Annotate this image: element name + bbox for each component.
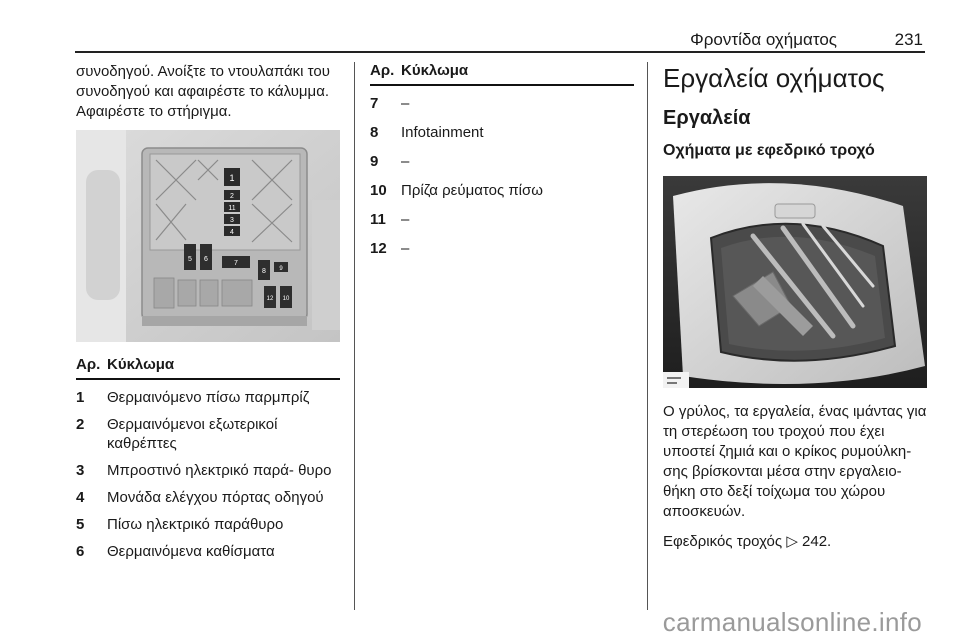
fusebox-label: 3 <box>230 217 234 224</box>
intro-paragraph: συνοδηγού. Ανοίξτε το ντουλαπάκι του συνοδηγού και αφαιρέστε το κάλυμμα. Αφαιρέστε το στήριγμα. <box>76 63 330 120</box>
fuse-number: 12 <box>370 240 387 257</box>
fusebox-label: 11 <box>228 205 236 212</box>
header-circuit: Κύκλωμα <box>107 356 175 373</box>
fuse-circuit: Θερμαινόμενοι εξωτερικοί καθρέπτες <box>107 416 278 452</box>
subsection-heading: Οχήματα με εφεδρικό τροχό <box>663 142 875 159</box>
fuse-circuit: Θερμαινόμενα καθίσματα <box>107 543 275 560</box>
fuse-row <box>76 515 340 534</box>
fuse-row <box>76 415 340 453</box>
fusebox-label: 5 <box>188 256 192 263</box>
fuse-number: 1 <box>76 389 85 406</box>
fuse-circuit: Infotainment <box>401 124 484 141</box>
fusebox-label: 1 <box>229 173 235 183</box>
fuse-circuit: Θερμαινόμενο πίσω παρμπρίζ <box>107 389 310 406</box>
fuse-number: 8 <box>370 124 379 141</box>
fuse-row <box>370 94 634 113</box>
fusebox-label: 10 <box>282 296 290 302</box>
fuse-number: 2 <box>76 416 85 433</box>
fusebox-label: 6 <box>204 256 208 263</box>
fuse-number: 9 <box>370 153 379 170</box>
fuse-row <box>370 239 634 258</box>
fuse-row <box>370 181 634 200</box>
fuse-row <box>370 152 634 171</box>
header-circuit: Κύκλωμα <box>401 62 469 79</box>
header-number: Αρ. <box>370 62 395 79</box>
fuse-number: 10 <box>370 182 387 199</box>
header-number: Αρ. <box>76 356 101 373</box>
column-divider-1 <box>354 62 355 610</box>
fuse-row <box>76 388 340 407</box>
fusebox-label: 2 <box>230 193 234 200</box>
section-title: Φροντίδα οχήματος <box>690 30 837 49</box>
column-divider-2 <box>647 62 648 610</box>
fuse-circuit: – <box>401 240 410 257</box>
column-3 <box>663 62 927 552</box>
fusebox-label: 9 <box>279 266 283 272</box>
section-heading: Εργαλεία <box>663 107 751 129</box>
cross-reference[interactable] <box>663 532 927 552</box>
fusebox-label: 8 <box>262 268 266 275</box>
fuse-circuit: Πρίζα ρεύματος πίσω <box>401 182 543 199</box>
fusebox-label: 12 <box>266 296 274 302</box>
fusebox-photo <box>76 130 340 342</box>
fuse-table-header <box>370 62 634 86</box>
chapter-heading: Εργαλεία οχήματος <box>663 63 885 93</box>
tool-kit-photo <box>663 176 927 388</box>
page-ref-arrow-icon: ▷ <box>786 533 798 550</box>
fuse-number: 7 <box>370 95 379 112</box>
fusebox-label: 4 <box>230 229 234 236</box>
reference-label: Εφεδρικός τροχός <box>663 533 783 550</box>
fuse-circuit: – <box>401 211 410 228</box>
fuse-circuit: Μονάδα ελέγχου πόρτας οδηγού <box>107 489 324 506</box>
fuse-number: 11 <box>370 211 386 228</box>
fuse-number: 5 <box>76 516 85 533</box>
fuse-row <box>370 123 634 142</box>
fuse-row <box>76 542 340 561</box>
fuse-row <box>76 461 340 480</box>
fusebox-label: 7 <box>234 260 238 267</box>
fuse-table-header <box>76 356 340 380</box>
fuse-row <box>370 210 634 229</box>
fuse-circuit: Μπροστινό ηλεκτρικό παρά- θυρο <box>107 462 332 479</box>
watermark-text: carmanualsonline.info <box>662 607 922 637</box>
reference-page: 242. <box>802 533 832 550</box>
page-header <box>75 26 925 52</box>
fuse-circuit: – <box>401 153 410 170</box>
tools-description: Ο γρύλος, τα εργαλεία, ένας ιμάντας για τη στερέωση του τροχού που έχει υποστεί ζημιά και ο κρίκος ρυμούλκη- σης βρίσκονται μέσα στην εργαλειο- θήκη στο δεξί τοίχωμα του χώρου αποσκευών. <box>663 403 927 520</box>
fuse-number: 3 <box>76 462 85 479</box>
fuse-circuit: Πίσω ηλεκτρικό παράθυρο <box>107 516 284 533</box>
fuse-number: 6 <box>76 543 85 560</box>
column-1 <box>76 62 340 561</box>
column-2 <box>370 62 634 258</box>
header-rule <box>75 51 925 53</box>
page-number: 231 <box>894 30 923 49</box>
fuse-number: 4 <box>76 489 85 506</box>
fuse-row <box>76 488 340 507</box>
fuse-circuit: – <box>401 95 410 112</box>
